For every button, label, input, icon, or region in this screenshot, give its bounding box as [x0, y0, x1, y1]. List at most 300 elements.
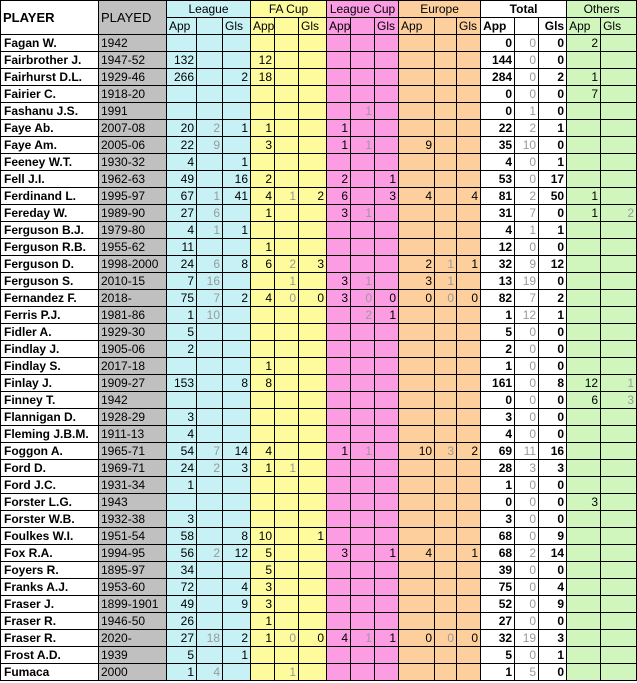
table-row: [1, 426, 637, 443]
table-row: [1, 120, 637, 137]
cell-eu-app: [399, 103, 435, 120]
cell-lc-sub: [351, 69, 375, 86]
cell-played: 1905-06: [99, 341, 167, 358]
cell-league-app: 75: [167, 290, 197, 307]
cell-fa-gls: [299, 477, 327, 494]
cell-total-gls: 0: [539, 103, 567, 120]
cell-league-gls: 8: [223, 528, 251, 545]
cell-league-app: 3: [167, 409, 197, 426]
cell-total-app: 0: [481, 35, 515, 52]
table-row: [1, 596, 637, 613]
cell-total-app: 39: [481, 562, 515, 579]
cell-lc-app: 3: [327, 545, 351, 562]
cell-total-app: 82: [481, 290, 515, 307]
cell-fa-app: [251, 409, 275, 426]
cell-name: Fleming J.B.M.: [1, 426, 99, 443]
table-row: [1, 256, 637, 273]
cell-league-sub: [197, 409, 223, 426]
cell-others-sub: [601, 307, 637, 324]
cell-fa-app: [251, 103, 275, 120]
cell-name: Fraser R.: [1, 613, 99, 630]
cell-total-gls: 1: [539, 120, 567, 137]
cell-eu-sub: 3: [435, 443, 457, 460]
cell-lc-app: [327, 409, 351, 426]
cell-total-gls: 0: [539, 35, 567, 52]
cell-eu-sub: 0: [435, 630, 457, 647]
cell-eu-app: [399, 562, 435, 579]
cell-league-gls: [223, 52, 251, 69]
cell-league-sub: 18: [197, 630, 223, 647]
cell-fa-sub: [275, 154, 299, 171]
cell-lc-gls: [375, 239, 399, 256]
cell-fa-sub: 0: [275, 290, 299, 307]
cell-others-sub: [601, 52, 637, 69]
cell-name: Ferguson S.: [1, 273, 99, 290]
cell-fa-gls: [299, 324, 327, 341]
cell-others-app: [567, 443, 601, 460]
cell-league-gls: 1: [223, 154, 251, 171]
cell-lc-gls: [375, 596, 399, 613]
cell-others-sub: [601, 69, 637, 86]
cell-total-app: 1: [481, 358, 515, 375]
table-row: [1, 579, 637, 596]
cell-lc-app: 1: [327, 137, 351, 154]
cell-eu-app: [399, 35, 435, 52]
cell-fa-sub: [275, 613, 299, 630]
cell-league-sub: [197, 494, 223, 511]
cell-total-gls: 0: [539, 613, 567, 630]
cell-name: Finney T.: [1, 392, 99, 409]
cell-fa-gls: 1: [299, 528, 327, 545]
cell-league-app: 1: [167, 664, 197, 681]
cell-name: Frost A.D.: [1, 647, 99, 664]
cell-league-app: 7: [167, 273, 197, 290]
cell-eu-sub: [435, 545, 457, 562]
cell-lc-sub: [351, 477, 375, 494]
cell-lc-sub: [351, 426, 375, 443]
cell-league-sub: [197, 596, 223, 613]
cell-total-app: 27: [481, 613, 515, 630]
cell-eu-sub: [435, 324, 457, 341]
cell-eu-sub: [435, 562, 457, 579]
fa-sub-header: [275, 18, 299, 35]
cell-total-sub: 0: [515, 239, 539, 256]
cell-lc-sub: [351, 324, 375, 341]
cell-fa-sub: [275, 528, 299, 545]
cell-eu-gls: [457, 596, 481, 613]
cell-league-sub: 6: [197, 256, 223, 273]
cell-name: Faye Ab.: [1, 120, 99, 137]
cell-lc-app: [327, 562, 351, 579]
cell-lc-sub: [351, 528, 375, 545]
table-row: [1, 154, 637, 171]
cell-lc-app: [327, 256, 351, 273]
cell-others-sub: [601, 596, 637, 613]
cell-league-gls: 4: [223, 579, 251, 596]
header-league: League: [167, 1, 251, 18]
cell-eu-sub: [435, 52, 457, 69]
cell-fa-sub: [275, 443, 299, 460]
cell-eu-gls: [457, 647, 481, 664]
cell-fa-sub: 1: [275, 188, 299, 205]
cell-league-app: 11: [167, 239, 197, 256]
cell-eu-app: [399, 171, 435, 188]
cell-total-sub: 0: [515, 579, 539, 596]
cell-lc-gls: 1: [375, 171, 399, 188]
cell-lc-app: [327, 307, 351, 324]
cell-fa-app: [251, 222, 275, 239]
cell-league-app: 56: [167, 545, 197, 562]
cell-others-app: [567, 52, 601, 69]
cell-fa-app: [251, 35, 275, 52]
cell-league-sub: 16: [197, 273, 223, 290]
cell-total-sub: 3: [515, 460, 539, 477]
cell-league-app: 34: [167, 562, 197, 579]
cell-lc-sub: [351, 664, 375, 681]
cell-eu-sub: [435, 341, 457, 358]
table-row: [1, 460, 637, 477]
cell-fa-sub: [275, 239, 299, 256]
cell-league-app: 49: [167, 171, 197, 188]
cell-eu-gls: [457, 307, 481, 324]
cell-name: Ferguson D.: [1, 256, 99, 273]
table-row: [1, 545, 637, 562]
cell-total-sub: 0: [515, 375, 539, 392]
cell-others-sub: [601, 562, 637, 579]
cell-others-app: [567, 341, 601, 358]
cell-eu-app: [399, 307, 435, 324]
cell-eu-app: [399, 460, 435, 477]
cell-fa-app: [251, 426, 275, 443]
cell-fa-sub: [275, 409, 299, 426]
cell-lc-gls: [375, 426, 399, 443]
cell-others-app: [567, 239, 601, 256]
cell-league-gls: [223, 86, 251, 103]
cell-eu-sub: [435, 664, 457, 681]
cell-others-app: [567, 596, 601, 613]
cell-fa-sub: [275, 477, 299, 494]
cell-league-gls: [223, 35, 251, 52]
cell-total-sub: 0: [515, 392, 539, 409]
cell-fa-sub: [275, 596, 299, 613]
league-gls-header: Gls: [223, 18, 251, 35]
cell-league-gls: [223, 613, 251, 630]
cell-total-gls: 0: [539, 477, 567, 494]
cell-played: 1930-32: [99, 154, 167, 171]
cell-lc-gls: [375, 477, 399, 494]
cell-eu-app: [399, 239, 435, 256]
cell-total-gls: 3: [539, 630, 567, 647]
cell-others-app: [567, 154, 601, 171]
cell-total-sub: 0: [515, 69, 539, 86]
cell-total-sub: 11: [515, 443, 539, 460]
cell-league-gls: 1: [223, 222, 251, 239]
cell-fa-app: 2: [251, 171, 275, 188]
eu-app-header: App: [399, 18, 435, 35]
cell-lc-gls: [375, 511, 399, 528]
cell-fa-gls: [299, 392, 327, 409]
cell-others-app: [567, 613, 601, 630]
cell-fa-app: 5: [251, 562, 275, 579]
cell-eu-sub: [435, 647, 457, 664]
cell-fa-app: 12: [251, 52, 275, 69]
table-row: [1, 630, 637, 647]
table-row: [1, 494, 637, 511]
cell-lc-gls: 1: [375, 307, 399, 324]
cell-league-app: 72: [167, 579, 197, 596]
cell-league-sub: [197, 562, 223, 579]
cell-league-app: [167, 103, 197, 120]
cell-total-app: 22: [481, 120, 515, 137]
cell-total-app: 52: [481, 596, 515, 613]
cell-others-sub: [601, 273, 637, 290]
cell-league-app: 4: [167, 426, 197, 443]
cell-total-gls: 0: [539, 358, 567, 375]
cell-fa-app: 6: [251, 256, 275, 273]
cell-league-app: [167, 358, 197, 375]
cell-others-sub: 1: [601, 375, 637, 392]
table-row: [1, 86, 637, 103]
cell-eu-gls: 0: [457, 290, 481, 307]
cell-lc-sub: [351, 409, 375, 426]
header-europe: Europe: [399, 1, 481, 18]
cell-fa-app: 1: [251, 205, 275, 222]
cell-league-sub: [197, 341, 223, 358]
cell-lc-gls: [375, 256, 399, 273]
cell-fa-sub: [275, 86, 299, 103]
cell-eu-sub: [435, 613, 457, 630]
cell-league-gls: 41: [223, 188, 251, 205]
cell-total-gls: 0: [539, 409, 567, 426]
cell-eu-sub: [435, 137, 457, 154]
cell-lc-gls: [375, 35, 399, 52]
cell-total-sub: 0: [515, 596, 539, 613]
cell-lc-sub: [351, 222, 375, 239]
cell-league-sub: 2: [197, 460, 223, 477]
cell-name: Faye Am.: [1, 137, 99, 154]
cell-fa-gls: [299, 52, 327, 69]
cell-total-sub: 19: [515, 630, 539, 647]
cell-fa-app: [251, 477, 275, 494]
table-row: [1, 290, 637, 307]
cell-name: Ferguson R.B.: [1, 239, 99, 256]
cell-fa-gls: [299, 239, 327, 256]
cell-total-app: 69: [481, 443, 515, 460]
table-row: [1, 528, 637, 545]
cell-lc-gls: 0: [375, 290, 399, 307]
table-row: [1, 35, 637, 52]
cell-total-app: 1: [481, 664, 515, 681]
cell-others-app: [567, 545, 601, 562]
cell-total-gls: 0: [539, 664, 567, 681]
cell-lc-app: [327, 358, 351, 375]
cell-total-sub: 0: [515, 613, 539, 630]
cell-total-sub: 0: [515, 154, 539, 171]
cell-played: 1991: [99, 103, 167, 120]
cell-played: 1929-46: [99, 69, 167, 86]
cell-others-sub: [601, 528, 637, 545]
cell-lc-gls: [375, 579, 399, 596]
cell-fa-app: 1: [251, 613, 275, 630]
cell-others-sub: [601, 188, 637, 205]
cell-lc-app: [327, 460, 351, 477]
fa-app-header: App: [251, 18, 275, 35]
cell-league-app: 2: [167, 341, 197, 358]
cell-name: Ferris P.J.: [1, 307, 99, 324]
cell-others-sub: [601, 290, 637, 307]
cell-eu-app: [399, 392, 435, 409]
cell-lc-app: [327, 154, 351, 171]
cell-lc-sub: 2: [351, 307, 375, 324]
cell-total-gls: 16: [539, 443, 567, 460]
cell-fa-sub: [275, 375, 299, 392]
cell-eu-app: [399, 222, 435, 239]
cell-league-app: 266: [167, 69, 197, 86]
cell-league-sub: 6: [197, 205, 223, 222]
cell-eu-app: [399, 154, 435, 171]
cell-league-gls: [223, 307, 251, 324]
cell-lc-sub: [351, 511, 375, 528]
cell-total-app: 161: [481, 375, 515, 392]
cell-total-gls: 0: [539, 205, 567, 222]
cell-fa-sub: 1: [275, 664, 299, 681]
cell-league-sub: [197, 358, 223, 375]
cell-played: 1981-86: [99, 307, 167, 324]
cell-others-sub: [601, 664, 637, 681]
cell-eu-app: [399, 664, 435, 681]
cell-name: Fernandez F.: [1, 290, 99, 307]
cell-others-app: 6: [567, 392, 601, 409]
table-row: [1, 137, 637, 154]
cell-eu-sub: [435, 426, 457, 443]
cell-eu-app: [399, 409, 435, 426]
cell-fa-sub: [275, 562, 299, 579]
cell-lc-app: 6: [327, 188, 351, 205]
cell-lc-sub: [351, 341, 375, 358]
cell-others-sub: [601, 171, 637, 188]
table-row: [1, 647, 637, 664]
cell-total-sub: 12: [515, 307, 539, 324]
table-row: [1, 409, 637, 426]
others-app-header: App: [567, 18, 601, 35]
cell-eu-sub: [435, 86, 457, 103]
cell-lc-app: 3: [327, 205, 351, 222]
cell-fa-gls: [299, 69, 327, 86]
cell-total-sub: 0: [515, 324, 539, 341]
cell-eu-sub: [435, 188, 457, 205]
cell-others-app: 1: [567, 69, 601, 86]
cell-eu-app: [399, 52, 435, 69]
cell-others-app: [567, 290, 601, 307]
cell-league-gls: [223, 409, 251, 426]
cell-name: Ferdinand L.: [1, 188, 99, 205]
cell-fa-app: 4: [251, 188, 275, 205]
cell-total-gls: 0: [539, 494, 567, 511]
cell-others-sub: 3: [601, 392, 637, 409]
cell-played: 2018-: [99, 290, 167, 307]
cell-others-sub: [601, 443, 637, 460]
cell-lc-app: 3: [327, 273, 351, 290]
cell-total-sub: 0: [515, 86, 539, 103]
cell-fa-sub: [275, 205, 299, 222]
cell-others-app: [567, 477, 601, 494]
cell-others-sub: [601, 426, 637, 443]
cell-league-sub: [197, 528, 223, 545]
cell-league-sub: 9: [197, 137, 223, 154]
cell-lc-gls: [375, 358, 399, 375]
cell-lc-sub: 1: [351, 137, 375, 154]
cell-lc-app: [327, 647, 351, 664]
cell-league-sub: 7: [197, 290, 223, 307]
table-row: [1, 375, 637, 392]
cell-fa-app: 4: [251, 290, 275, 307]
cell-lc-app: 1: [327, 443, 351, 460]
cell-eu-sub: [435, 596, 457, 613]
cell-others-app: 7: [567, 86, 601, 103]
cell-league-app: 27: [167, 205, 197, 222]
cell-fa-gls: [299, 103, 327, 120]
cell-league-gls: [223, 426, 251, 443]
cell-total-gls: 1: [539, 647, 567, 664]
cell-league-app: 4: [167, 154, 197, 171]
cell-eu-app: 4: [399, 545, 435, 562]
cell-eu-gls: [457, 35, 481, 52]
cell-lc-sub: [351, 154, 375, 171]
cell-lc-app: [327, 613, 351, 630]
cell-name: Foyers R.: [1, 562, 99, 579]
cell-lc-gls: [375, 69, 399, 86]
cell-league-gls: 16: [223, 171, 251, 188]
cell-total-gls: 0: [539, 341, 567, 358]
cell-total-gls: 0: [539, 137, 567, 154]
cell-others-app: [567, 256, 601, 273]
cell-total-sub: 0: [515, 35, 539, 52]
cell-lc-app: [327, 52, 351, 69]
cell-name: Ford D.: [1, 460, 99, 477]
cell-league-app: [167, 35, 197, 52]
table-row: [1, 341, 637, 358]
cell-eu-gls: [457, 86, 481, 103]
cell-others-sub: [601, 494, 637, 511]
cell-total-gls: 2: [539, 290, 567, 307]
cell-others-sub: [601, 35, 637, 52]
cell-lc-app: [327, 324, 351, 341]
cell-eu-sub: [435, 239, 457, 256]
cell-total-app: 5: [481, 324, 515, 341]
cell-total-sub: 0: [515, 528, 539, 545]
cell-total-app: 68: [481, 545, 515, 562]
cell-fa-gls: [299, 545, 327, 562]
cell-fa-app: 4: [251, 443, 275, 460]
cell-fa-app: [251, 511, 275, 528]
cell-total-sub: 0: [515, 562, 539, 579]
cell-lc-sub: [351, 613, 375, 630]
cell-eu-gls: [457, 324, 481, 341]
cell-eu-app: 9: [399, 137, 435, 154]
cell-played: 1953-60: [99, 579, 167, 596]
cell-played: 1929-30: [99, 324, 167, 341]
cell-lc-sub: 1: [351, 443, 375, 460]
cell-lc-gls: [375, 392, 399, 409]
cell-total-gls: 1: [539, 154, 567, 171]
cell-fa-sub: [275, 647, 299, 664]
cell-lc-sub: [351, 562, 375, 579]
cell-total-sub: 0: [515, 341, 539, 358]
cell-league-gls: 8: [223, 375, 251, 392]
cell-league-app: [167, 392, 197, 409]
cell-lc-gls: 1: [375, 630, 399, 647]
cell-others-app: [567, 307, 601, 324]
